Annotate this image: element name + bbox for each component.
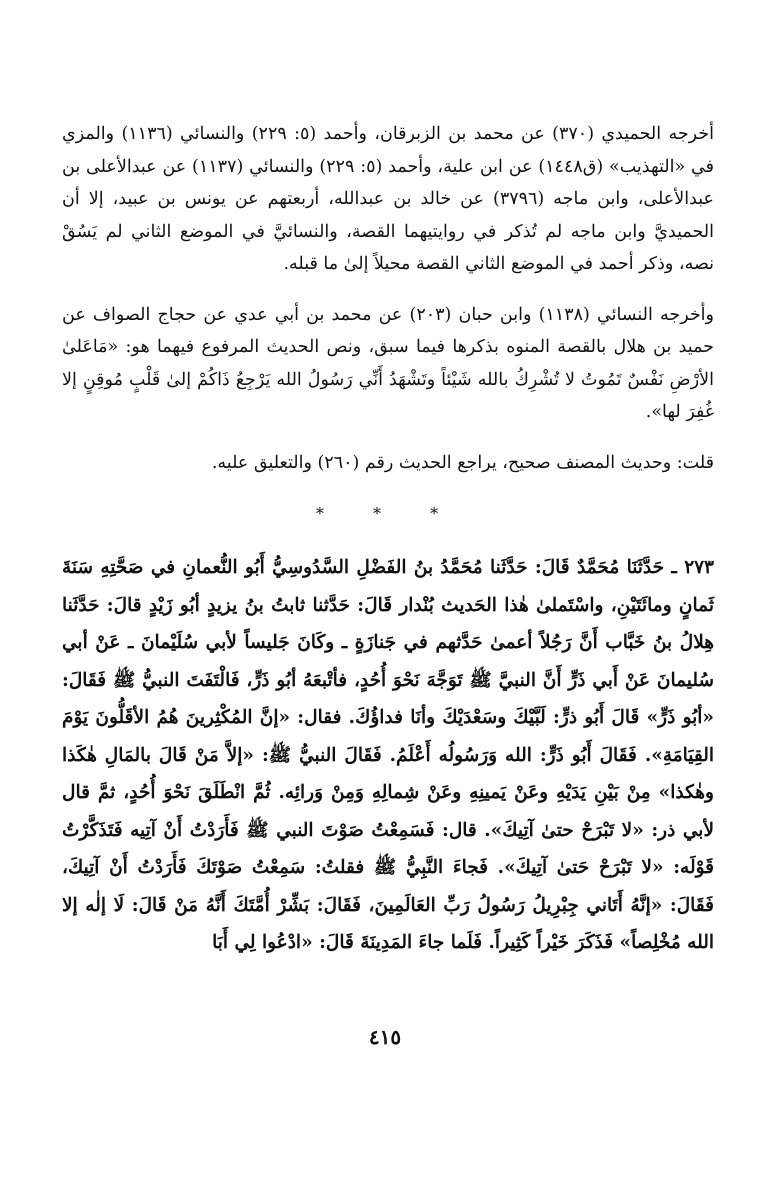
takhrij-paragraph-2: وأخرجه النسائي (١١٣٨) وابن حبان (٢٠٣) عن محمد بن أبي عدي عن حجاج الصواف عن حميد بن هلال بالقصة المنوه بذكرها فيما سبق، ونص الحديث المرفوع فيهما هو: «مَاعَلىٰ الأرْضِ نَفْسٌ تَمُوتُ لا تُشْرِكُ بالله شَيْئاً وتَشْهَدُ أَنِّي رَسُولُ الله يَرْجِعُ ذَاكُمْ إلىٰ قَلْبٍ مُوقِنٍ إلا غُفِرَ لها». bbox=[62, 304, 714, 422]
page-number: ٤١٥ bbox=[368, 1025, 402, 1049]
takhrij-paragraph-3: قلت: وحديث المصنف صحيح، يراجع الحديث رقم (٢٦٠) والتعليق عليه. bbox=[211, 452, 714, 473]
hadith-273-text: ٢٧٣ ـ حَدَّثَنَا مُحَمَّدٌ قَالَ: حَدَّثَنا مُحَمَّدُ بنُ الفَضْلِ السَّدُوسِيُّ أَبُو النُّعمانِ في صَحَّتِهِ سَنَةَ ثَمانٍ ومائَتَيْنِ، واسْتَملىٰ هٰذا الحَديث بُنْدار قَالَ: حَدَّثنا ثابتُ بنُ يزيدٍ أبُو زَيْدٍ قالَ: حَدَّثَنا هِلالُ بنُ خَبَّاب أَنَّ رَجُلاً أعمىٰ حَدَّثهم في جَنازَةٍ ـ وكَانَ جَليساً لأبي سُلَيْمانَ ـ عَنْ أبي سُليمانَ عَنْ أَبي ذَرٍّ أَنَّ النبيَّ ﷺ تَوَجَّهَ نَحْوَ أُحُدٍ، فأتْبعَهُ أبُو ذَرٍّ، فَالْتَفَتَ النبيُّ ﷺ فَقَالَ: «أبُو ذَرٍّ» قَالَ أَبُو ذرٍّ: لَبَّيْكَ وسَعْدَيْكَ وأنَا فداؤُكَ. فقال: «إنَّ المُكْثِرينَ هُمُ الأقَلُّونَ يَوْمَ القِيَامَةِ». فَقَالَ أَبُو ذَرٍّ: الله وَرَسُولُه أَعْلَمُ. فَقَالَ النبيُّ ﷺ: «إلاَّ مَنْ قَالَ بالمَالِ هٰكَذا وهٰكذا» مِنْ بَيْنِ يَدَيْهِ وعَنْ يَمينِهِ وعَنْ شِمالِهِ وَمِنْ وَرائِه. ثُمَّ انْطَلَقَ نَحْوَ أُحُدٍ، ثمَّ قال لأبي ذر: «لا تَبْرَحْ حتىٰ آتِيكَ». قال: فَسَمِعْتُ صَوْتَ النبي ﷺ فَأَرَدْتُ أَنْ آتِيه فَتَذَكَّرْتُ قَوْلَه: «لا تَبْرَحْ حَتىٰ آتِيكَ». فَجاءَ النَّبِيُّ ﷺ فقلتُ: سَمِعْتُ صَوْتَكَ فَأَرَدْتُ أَنْ آتِيكَ، فَقَالَ: «إنَّهُ أَتَاني جِبْرِيلُ رَسُولُ رَبِّ العَالَمِينَ، فَقَالَ: بَشِّرْ أُمَّتَكَ أَنَّهُ مَنْ قَالَ: لَا إلٰه إلا الله مُخْلِصاً» فَذَكَرَ خَيْراً كَثِيراً. فَلَما جاءَ المَدِينَةَ قَالَ: «ادْعُوا لِي أَبَا bbox=[62, 557, 714, 953]
page-body bbox=[62, 118, 714, 962]
section-separator: * * * bbox=[315, 504, 461, 523]
takhrij-paragraph-1: أخرجه الحميدي (٣٧٠) عن محمد بن الزبرقان، وأحمد (٥: ٢٢٩) والنسائي (١١٣٦) والمزي في «التهذيب» (ق١٤٤٨) عن ابن علية، وأحمد (٥: ٢٢٩) والنسائي (١١٣٧) عن عبدالأعلى بن عبدالأعلى، وابن ماجه (٣٧٩٦) عن خالد بن عبدالله، أربعتهم عن يونس بن عبيد، إلا أن الحميديَّ وابن ماجه لم تُذكر في روايتيهما القصة، والنسائيَّ في الموضع الثاني لم يَسُقْ نصه، وذكر أحمد في الموضع الثاني القصة محيلاً إلىٰ ما قبله. bbox=[62, 124, 714, 274]
